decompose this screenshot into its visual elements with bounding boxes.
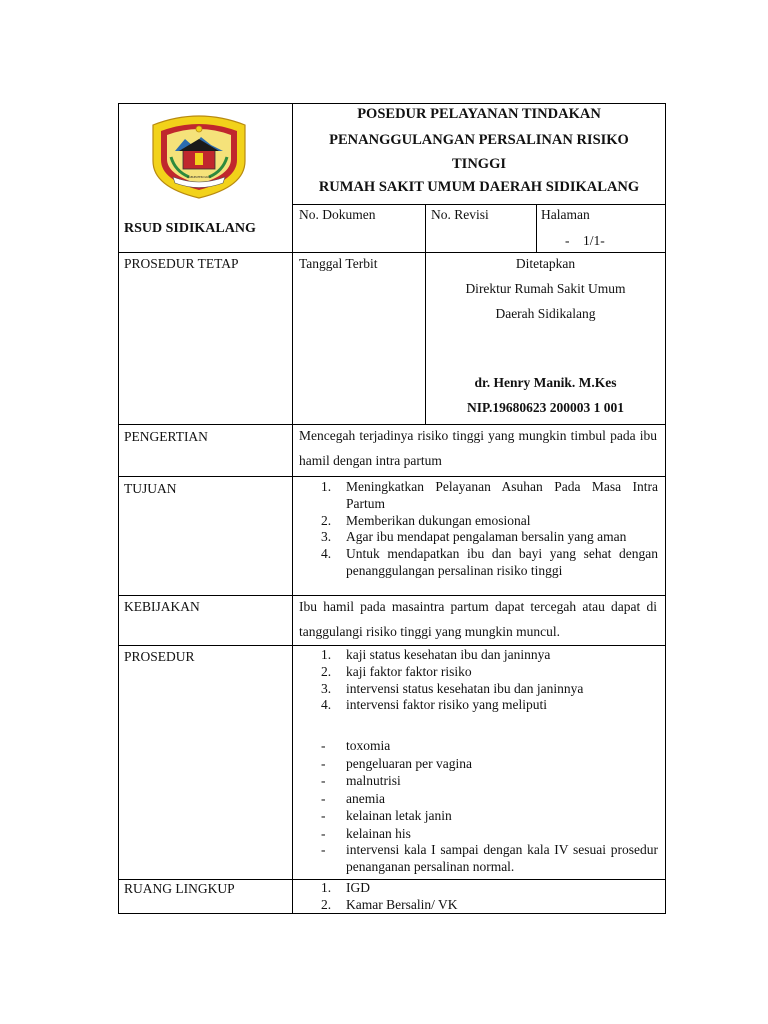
list-item: 3. intervensi status kesehatan ibu dan janinnya [321, 680, 584, 696]
list-item: 2. Kamar Bersalin/ VK [321, 896, 458, 912]
list-item: 4. intervensi faktor risiko yang meliputi [321, 697, 547, 713]
dairi-emblem-icon [145, 113, 253, 199]
list-item: 1. IGD [321, 880, 370, 895]
page-value: - 1/1- [565, 233, 605, 248]
director-line-2: Daerah Sidikalang [495, 306, 596, 321]
prosedur-sublist [299, 737, 658, 875]
title-line-4: RUMAH SAKIT UMUM DAERAH SIDIKALANG [318, 179, 640, 195]
list-item: 3. Agar ibu mendapat pengalaman bersalin yang aman [321, 529, 627, 545]
kebijakan-text: Ibu hamil pada masaintra partum dapat tercegah atau dapat di tanggulangi risiko tinggi yang mungkin muncul. [299, 599, 657, 639]
pengertian-text: Mencegah terjadinya risiko tinggi yang mungkin timbul pada ibu hamil dengan intra partum [299, 428, 657, 468]
tujuan-list [299, 479, 658, 580]
list-item: 4. Untuk mendapatkan ibu dan bayi yang sehat dengan penanggulangan persalinan risiko tinggi [321, 546, 658, 578]
revision-label: No. Revisi [431, 207, 489, 222]
title-line-1: POSEDUR PELAYANAN TINDAKAN [357, 106, 601, 122]
issue-date-label: Tanggal Terbit [299, 256, 378, 271]
logo-banner-text: KABUPATEN DAIRI [187, 176, 211, 179]
ruang-lingkup-label: RUANG LINGKUP [124, 881, 235, 896]
list-item: - toxomia [321, 738, 391, 754]
page-label: Halaman [541, 207, 590, 222]
prosedur-list [299, 647, 658, 714]
list-item: 2. kaji faktor faktor risiko [321, 663, 472, 679]
kebijakan-label: KEBIJAKAN [124, 599, 200, 614]
list-item: 2. Memberikan dukungan emosional [321, 512, 531, 528]
signer-name: dr. Henry Manik. M.Kes [474, 375, 617, 390]
set-by-text: Ditetapkan [515, 256, 576, 271]
hospital-logo [145, 113, 253, 199]
director-line-1: Direktur Rumah Sakit Umum [465, 281, 626, 296]
signature-space [426, 326, 665, 370]
prosedur-content [299, 647, 658, 875]
list-item: - anemia [321, 790, 385, 806]
prosedur-label: PROSEDUR [124, 649, 195, 664]
list-item: 1. kaji status kesehatan ibu dan janinnya [321, 647, 551, 662]
list-item: - intervensi kala I sampai dengan kala IV sesuai prosedur penanganan persalinan normal. [321, 842, 658, 874]
ruang-lingkup-list [299, 880, 658, 914]
list-item: 1. Meningkatkan Pelayanan Asuhan Pada Masa Intra Partum [321, 479, 658, 511]
tujuan-label: TUJUAN [124, 481, 177, 496]
pengertian-label: PENGERTIAN [124, 429, 208, 444]
list-item: - kelainan his [321, 825, 411, 841]
document-title [294, 102, 664, 201]
signer-nip: NIP.19680623 200003 1 001 [466, 400, 624, 415]
doc-number-label: No. Dokumen [299, 207, 376, 222]
title-line-3: TINGGI [452, 156, 506, 172]
title-line-2: PENANGGULANGAN PERSALINAN RISIKO [329, 131, 629, 148]
list-item: - malnutrisi [321, 773, 401, 789]
procedure-type-label: PROSEDUR TETAP [124, 256, 239, 271]
list-item: - kelainan letak janin [321, 808, 452, 824]
approval-block [426, 251, 665, 420]
list-gap [299, 714, 658, 737]
hospital-name: RSUD SIDIKALANG [124, 221, 256, 236]
list-item: - pengeluaran per vagina [321, 755, 472, 771]
